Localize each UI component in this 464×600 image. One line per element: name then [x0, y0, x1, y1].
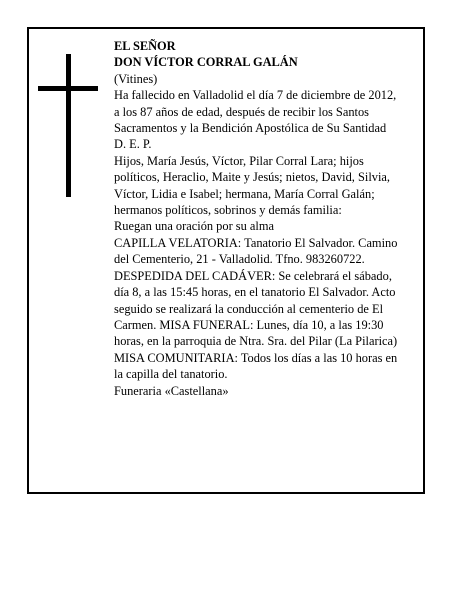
funeral-home: Funeraria «Castellana»	[114, 383, 229, 398]
farewell-and-masses: DESPEDIDA DEL CADÁVER: Se celebrará el sábado, día 8, a las 15:45 horas, en el tanatorio El Salvador. Acto seguido se realizará la conducción al cementerio de El Carmen. MISA FUNERAL: Lunes, día 10, a las 19:30 horas, en la parroquia de Ntra. Sra. del Pilar (La Pilarica) MISA COMUNITARIA: Todos los días a las 10 horas en la capilla del tanatorio.	[114, 268, 398, 382]
obituary-text-block	[114, 38, 404, 399]
rip-line: D. E. P.	[114, 137, 152, 152]
prayer-request: Ruegan una oración por su alma	[114, 219, 274, 234]
death-announcement: Ha fallecido en Valladolid el día 7 de diciembre de 2012, a los 87 años de edad, después de recibir los Santos Sacramentos y la Bendición Apostólica de Su Santidad	[114, 88, 397, 136]
cross-icon	[0, 0, 1, 1]
notice-title: EL SEÑOR	[114, 39, 176, 53]
family-list: Hijos, María Jesús, Víctor, Pilar Corral Lara; hijos políticos, Heraclio, Maite y Jesús; nietos, David, Silvia, Víctor, Lidia e Isabel; hermana, María Corral Galán; hermanos políticos, sobrinos y demás familia:	[114, 153, 390, 218]
chapel-info: CAPILLA VELATORIA: Tanatorio El Salvador. Camino del Cementerio, 21 - Valladolid. Tfno. 983260722.	[114, 235, 398, 267]
deceased-name: DON VÍCTOR CORRAL GALÁN	[114, 55, 298, 70]
cross-horizontal-bar	[38, 86, 98, 91]
cross-vertical-bar	[66, 54, 71, 197]
deceased-origin: (Vitines)	[114, 71, 158, 86]
